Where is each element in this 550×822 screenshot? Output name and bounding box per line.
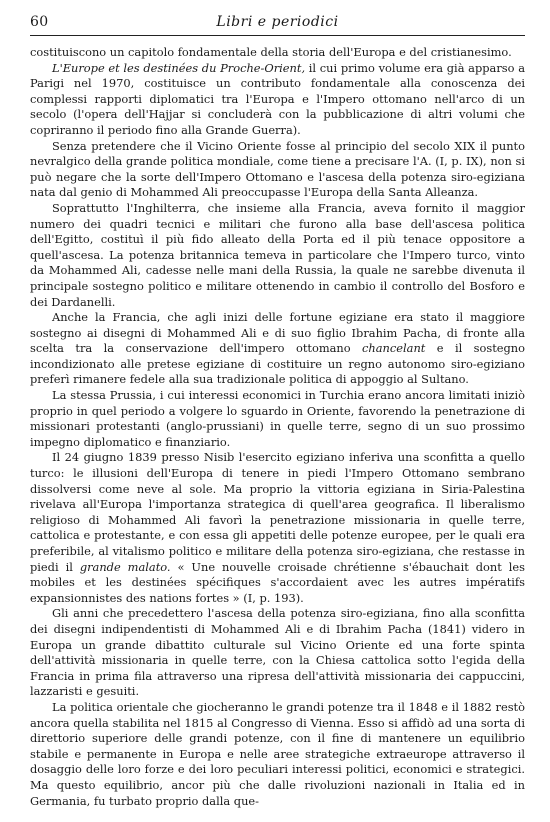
paragraph	[30, 45, 525, 61]
text-run: Soprattutto l'Inghilterra, che insieme alla Francia, aveva fornito il maggior numero dei quadri tecnici e militari che furono alla base dell'ascesa politica dell'Egitto, costituì il più fido alleato della Porta ed il più tenace oppositore a quell'ascesa. La potenza britannica temeva in particolare che l'Impero turco, vinto da Mohammed Ali, cadesse nelle mani della Russia, la quale ne sarebbe divenuta il principale sostegno politico e militare ottenendo in cambio il controllo del Bosforo e dei Dardanelli.	[30, 200, 525, 309]
text-run: Il 24 giugno 1839 presso Nisib l'esercito egiziano inferiva una sconfitta a quello turco: le illusioni dell'Europa di tenere in piedi l'Impero Ottomano sembrano dissolversi come neve al sole. Ma proprio la vittoria egiziana in Siria-Palestina rivelava all'Europa l'importanza strategica di quell'area geografica. Il liberalismo religioso di Mohammed Ali favorì la penetrazione missionaria in quelle terre, cattolica e protestante, e con essa gli appetiti delle potenze europee, per le quali era preferibile, al vitalismo politico e militare della potenza siro-egiziana, che restasse in piedi il	[30, 450, 525, 574]
body-text	[30, 45, 525, 809]
header-rule	[30, 35, 525, 36]
text-run: il cui primo volume era già apparso a Parigi nel 1970, costituisce un contributo fondamentale alla conoscenza dei complessi rapporti diplomatici tra l'Europa e l'Impero ottomano nell'arco di un secolo (l'opera dell'Hajjar si concluderà con la pubblicazione di altri volumi che copriranno il periodo fino alla Grande Guerra).	[30, 60, 525, 137]
paragraph	[30, 201, 525, 310]
italic-text: L'Europe et les destinées du Proche-Orient,	[52, 60, 306, 75]
text-run: Senza pretendere che il Vicino Oriente fosse al principio del secolo XIX il punto nevralgico della grande politica mondiale, come tiene a precisare l'A. (I, p. IX), non si può negare che la sorte dell'Impero Ottomano e l'ascesa della potenza siro-egiziana nata dal genio di Mohammed Ali preoccupasse l'Europa della Santa Alleanza.	[30, 138, 525, 200]
text-run: Gli anni che precedettero l'ascesa della potenza siro-egiziana, fino alla sconfitta dei disegni indipendentisti di Mohammed Ali e di Ibrahim Pacha (1841) videro in Europa un grande dibattito culturale sul Vicino Oriente ed una forte spinta dell'attività missionaria in quelle terre, con la Chiesa cattolica sotto l'egida della Francia in prima fila attraverso una ripresa dell'attività missionaria dei cappuccini, lazzaristi e gesuiti.	[30, 606, 525, 699]
text-run: Anche la Francia, che agli inizi delle fortune egiziane era stato il maggiore sostegno ai disegni di Mohammed Ali e di suo figlio Ibrahim Pacha, di fronte alla scelta tra la conservazione dell'impero ottomano	[30, 310, 525, 356]
running-title: Libri e periodici	[216, 14, 339, 30]
italic-text: grande malato.	[79, 559, 171, 574]
paragraph	[30, 388, 525, 450]
paragraph	[30, 139, 525, 201]
text-run: « Une nouvelle croisade chrétienne s'ébauchait dont les mobiles et les destinées spécifiques s'accordaient avec les autres impératifs expansionnistes des nations fortes » (I, p. 193).	[30, 559, 525, 605]
paragraph	[30, 606, 525, 700]
page-number: 60	[30, 14, 49, 30]
paragraph	[30, 450, 525, 606]
text-run: costituiscono un capitolo fondamentale della storia dell'Europa e del cristianesimo.	[30, 45, 512, 59]
paragraph	[30, 310, 525, 388]
paragraph	[30, 61, 525, 139]
text-run: La stessa Prussia, i cui interessi economici in Turchia erano ancora limitati iniziò proprio in quel periodo a volgere lo sguardo in Oriente, favorendo la penetrazione di missionari protestanti (anglo-prussiani) in quelle terre, segno di un suo prossimo impegno diplomatico e finanziario.	[30, 388, 525, 449]
italic-text: chancelant	[362, 341, 426, 356]
paragraph	[30, 700, 525, 809]
text-run: e il sostegno incondizionato alle pretese egiziane di costituire un regno autonomo siro-egiziano preferì rimanere fedele alla sua tradizionale politica di appoggio al Sultano.	[30, 341, 525, 387]
text-run: La politica orientale che giocheranno le grandi potenze tra il 1848 e il 1882 restò ancora quella stabilita nel 1815 al Congresso di Vienna. Esso si affidò ad una sorta di direttorio superiore delle grandi potenze, con il fine di mantenere un equilibrio stabile e permanente in Europa e nelle aree strategiche extraeurope attraverso il dosaggio delle loro forze e dei loro peculiari interessi politici, economici e strategici. Ma questo equilibrio, ancor più che dalle rivoluzioni nazionali in Italia ed in Germania, fu turbato proprio dalla que-	[30, 699, 525, 808]
page-header	[30, 12, 525, 38]
